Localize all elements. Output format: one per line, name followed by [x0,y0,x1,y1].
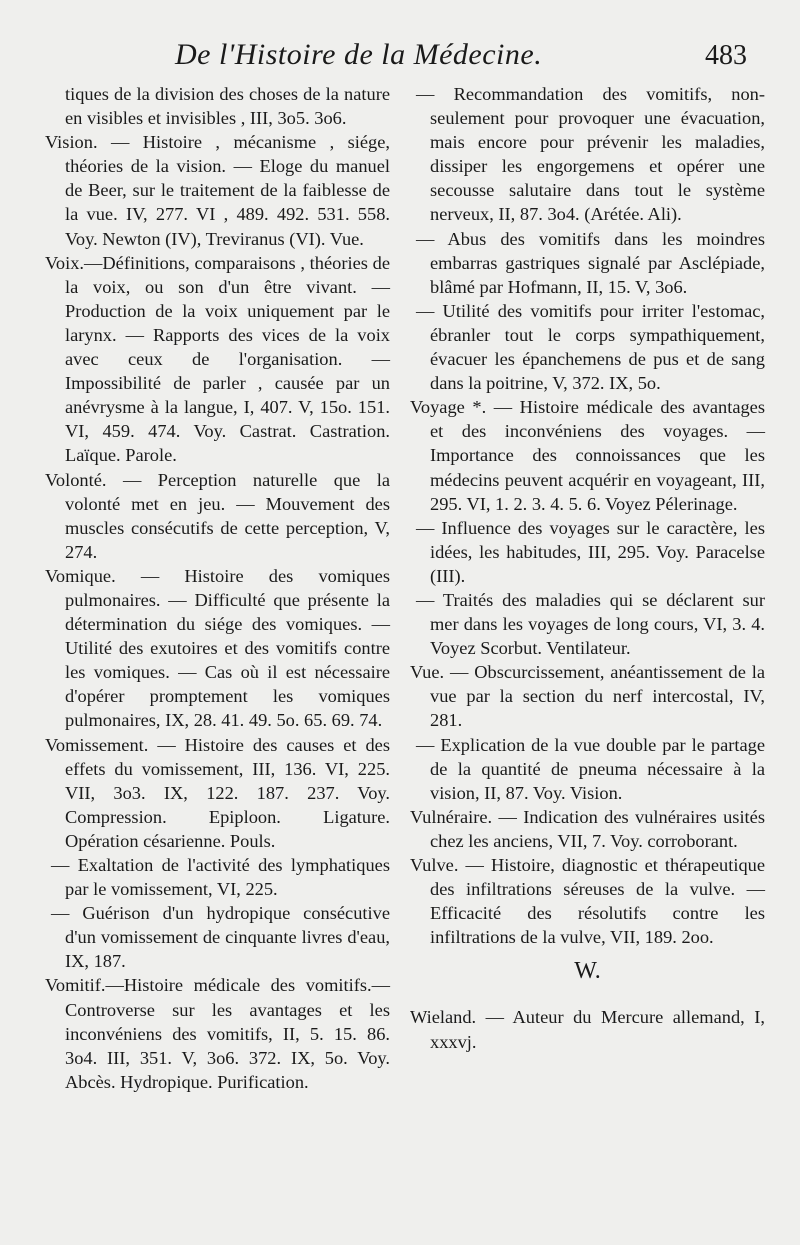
index-entry: Vue. — Obscurcissement, anéantissement de la vue par la section du nerf intercostal, IV, 281. [410,662,765,731]
index-subentry: — Utilité des vomitifs pour irriter l'estomac, ébranler tout le corps sympathiquement, évacuer les épanchemens de pus et de sang dans la poitrine, V, 372. IX, 5o. [416,300,765,394]
index-subentry: — Explication de la vue double par le partage de la quantité de pneuma nécessaire à la vision, II, 87. Voy. Vision. [416,734,765,803]
index-entry: Voix.—Définitions, comparaisons , théories de la voix, ou son d'un être vivant. — Production de la voix uniquement par le larynx. — Rapports des vices de la voix avec ceux de l'organisation. — Impossibilité de parler , causée par un anévrysme à la langue, I, 407. V, 15o. 151. VI, 459. 474. Voy. Castrat. Castration. Laïque. Parole. [45,252,390,466]
right-column [410,82,765,1054]
page-number: 483 [705,40,747,71]
index-subentry: — Recommandation des vomitifs, non-seulement pour provoquer une évacuation, mais encore pour prévenir les maladies, dissiper les engorgemens et opérer une secousse salutaire dans tout le système nerveux, II, 87. 3o4. (Arétée. Ali). [416,84,765,225]
index-subentry: — Exaltation de l'activité des lymphatiques par le vomissement, VI, 225. [51,855,390,900]
index-entry: Vulve. — Histoire, diagnostic et thérapeutique des infiltrations séreuses de la vulve. — Efficacité des résolutifs contre les infiltrations de la vulve, VII, 189. 2oo. [410,855,765,948]
left-column [45,82,390,1094]
index-entry: Vomique. — Histoire des vomiques pulmonaires. — Difficulté que présente la détermination du siége des vomiques. — Utilité des exutoires et des vomitifs contre les vomiques. — Cas où il est nécessaire d'opérer promptement les vomiques pulmonaires, IX, 28. 41. 49. 5o. 65. 69. 74. [45,565,390,731]
index-entry: Vulnéraire. — Indication des vulnéraires usités chez les anciens, VII, 7. Voy. corroborant. [410,806,765,851]
index-subentry: — Influence des voyages sur le caractère, les idées, les habitudes, III, 295. Voy. Paracelse (III). [416,517,765,586]
index-entry: Vision. — Histoire , mécanisme , siége, théories de la vision. — Eloge du manuel de Beer, sur le traitement de la faiblesse de la vue. IV, 277. VI , 489. 492. 531. 558. Voy. Newton (IV), Treviranus (VI). Vue. [45,132,390,249]
index-entry: Vomissement. — Histoire des causes et des effets du vomissement, III, 136. VI, 225. VII, 3o3. IX, 122. 187. 237. Voy. Compression. Epiploon. Ligature. Opération césarienne. Pouls. [45,734,390,851]
section-letter-heading: W. [574,958,601,985]
index-entry: Vomitif.—Histoire médicale des vomitifs.—Controverse sur les avantages et les inconvéniens des vomitifs, II, 5. 15. 86. 3o4. III, 351. V, 3o6. 372. IX, 5o. Voy. Abcès. Hydropique. Purification. [45,975,390,1092]
index-entry: Voyage *. — Histoire médicale des avantages et des inconvéniens des voyages. — Importance des connoissances que les médecins peuvent acquérir en voyageant, III, 295. VI, 1. 2. 3. 4. 5. 6. Voyez Pélerinage. [410,397,765,514]
index-entry: Volonté. — Perception naturelle que la volonté met en jeu. — Mouvement des muscles consécutifs de cette perception, V, 274. [45,469,390,562]
index-subentry: — Guérison d'un hydropique consécutive d'un vomissement de cinquante livres d'eau, IX, 187. [51,903,390,972]
index-subentry: — Traités des maladies qui se déclarent sur mer dans les voyages de long cours, VI, 3. 4. Voyez Scorbut. Ventilateur. [416,589,765,659]
index-entry-continuation: tiques de la division des choses de la nature en visibles et invisibles , III, 3o5. 3o6. [65,84,390,129]
running-header [0,38,800,78]
running-title: De l'Histoire de la Médecine. [175,38,543,71]
index-subentry: — Abus des vomitifs dans les moindres embarras gastriques signalé par Asclépiade, blâmé par Hofmann, II, 15. V, 3o6. [416,228,765,297]
index-entry: Wieland. — Auteur du Mercure allemand, I, xxxvj. [410,1007,765,1052]
